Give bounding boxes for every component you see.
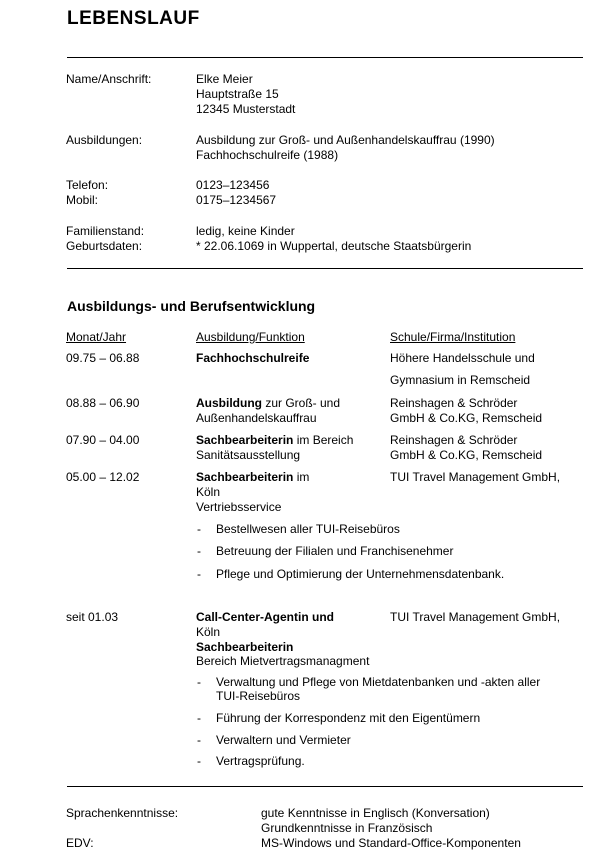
entry-org: GmbH & Co.KG, Remscheid xyxy=(390,448,543,462)
entry-role: Call-Center-Agentin und xyxy=(196,610,334,624)
languages-label: Sprachenkenntnisse: xyxy=(66,806,179,820)
entry-date: 05.00 – 12.02 xyxy=(66,470,140,484)
entry-role-bold: Sachbearbeiterin xyxy=(196,470,294,484)
birth-value: * 22.06.1069 in Wuppertal, deutsche Staatsbürgerin xyxy=(196,239,472,253)
entry-role: Sanitätsausstellung xyxy=(196,448,301,462)
bullet-dash: - xyxy=(197,675,201,689)
bullet-item: Führung der Korrespondenz mit den Eigentümern xyxy=(216,711,481,725)
family-label: Familienstand: xyxy=(66,224,145,238)
entry-date: 08.88 – 06.90 xyxy=(66,396,140,410)
bullet-dash: - xyxy=(197,754,201,768)
entry-role: Außenhandelskauffrau xyxy=(196,411,317,425)
entry-org: TUI Travel Management GmbH, xyxy=(390,610,561,624)
entry-role-rest: im xyxy=(293,470,310,484)
column-header-org: Schule/Firma/Institution xyxy=(390,330,516,344)
family-value: ledig, keine Kinder xyxy=(196,224,295,238)
entry-date: 09.75 – 06.88 xyxy=(66,351,140,365)
entry-role-rest: zur Groß- und xyxy=(262,396,341,410)
bullet-item: Vertragsprüfung. xyxy=(216,754,305,768)
entry-role: Köln xyxy=(196,625,221,639)
bullet-item: Betreuung der Filialen und Franchisenehmer xyxy=(216,544,454,558)
section-heading: Ausbildungs- und Berufsentwicklung xyxy=(67,298,316,314)
street-value: Hauptstraße 15 xyxy=(196,87,279,101)
mobile-label: Mobil: xyxy=(66,193,99,207)
edv-value: MS-Windows und Standard-Office-Komponenten xyxy=(261,836,521,850)
languages-value-1: gute Kenntnisse in Englisch (Konversation) xyxy=(261,806,490,820)
column-header-role: Ausbildung/Funktion xyxy=(196,330,305,344)
bullet-item: TUI-Reisebüros xyxy=(216,689,301,703)
entry-org: GmbH & Co.KG, Remscheid xyxy=(390,411,543,425)
entry-role-bold: Sachbearbeiterin xyxy=(196,433,294,447)
divider xyxy=(67,786,583,787)
bullet-dash: - xyxy=(197,544,201,558)
name-value: Elke Meier xyxy=(196,72,253,86)
divider xyxy=(67,57,583,58)
entry-role-rest: im Bereich xyxy=(293,433,354,447)
entry-role xyxy=(196,470,309,484)
bullet-item: Verwaltern und Vermieter xyxy=(216,733,351,747)
education-value-2: Fachhochschulreife (1988) xyxy=(196,148,339,162)
edv-label: EDV: xyxy=(66,836,94,850)
entry-role: Fachhochschulreife xyxy=(196,351,310,365)
entry-role xyxy=(196,396,340,410)
bullet-dash: - xyxy=(197,733,201,747)
bullet-dash: - xyxy=(197,522,201,536)
phone-value: 0123–123456 xyxy=(196,178,270,192)
entry-role: Köln xyxy=(196,485,221,499)
entry-date: seit 01.03 xyxy=(66,610,119,624)
page-title: LEBENSLAUF xyxy=(67,8,200,29)
languages-value-2: Grundkenntnisse in Französisch xyxy=(261,821,433,835)
education-value-1: Ausbildung zur Groß- und Außenhandelskauffrau (1990) xyxy=(196,133,495,147)
entry-org: Reinshagen & Schröder xyxy=(390,396,518,410)
education-label: Ausbildungen: xyxy=(66,133,143,147)
bullet-dash: - xyxy=(197,567,201,581)
mobile-value: 0175–1234567 xyxy=(196,193,277,207)
entry-org: TUI Travel Management GmbH, xyxy=(390,470,561,484)
bullet-item: Pflege und Optimierung der Unternehmensdatenbank. xyxy=(216,567,505,581)
bullet-dash: - xyxy=(197,711,201,725)
entry-org: Gymnasium in Remscheid xyxy=(390,373,531,387)
entry-role-bold: Ausbildung xyxy=(196,396,262,410)
entry-role: Vertriebsservice xyxy=(196,500,282,514)
entry-date: 07.90 – 04.00 xyxy=(66,433,140,447)
birth-label: Geburtsdaten: xyxy=(66,239,143,253)
column-header-date: Monat/Jahr xyxy=(66,330,127,344)
phone-label: Telefon: xyxy=(66,178,109,192)
bullet-item: Bestellwesen aller TUI-Reisebüros xyxy=(216,522,400,536)
name-label: Name/Anschrift: xyxy=(66,72,152,86)
entry-role: Sachbearbeiterin xyxy=(196,640,294,654)
bullet-item: Verwaltung und Pflege von Mietdatenbanken und -akten aller xyxy=(216,675,541,689)
entry-role xyxy=(196,433,353,447)
entry-role: Bereich Mietvertragsmanagment xyxy=(196,654,370,668)
divider xyxy=(67,268,583,269)
entry-org: Reinshagen & Schröder xyxy=(390,433,518,447)
city-value: 12345 Musterstadt xyxy=(196,102,296,116)
entry-org: Höhere Handelsschule und xyxy=(390,351,535,365)
